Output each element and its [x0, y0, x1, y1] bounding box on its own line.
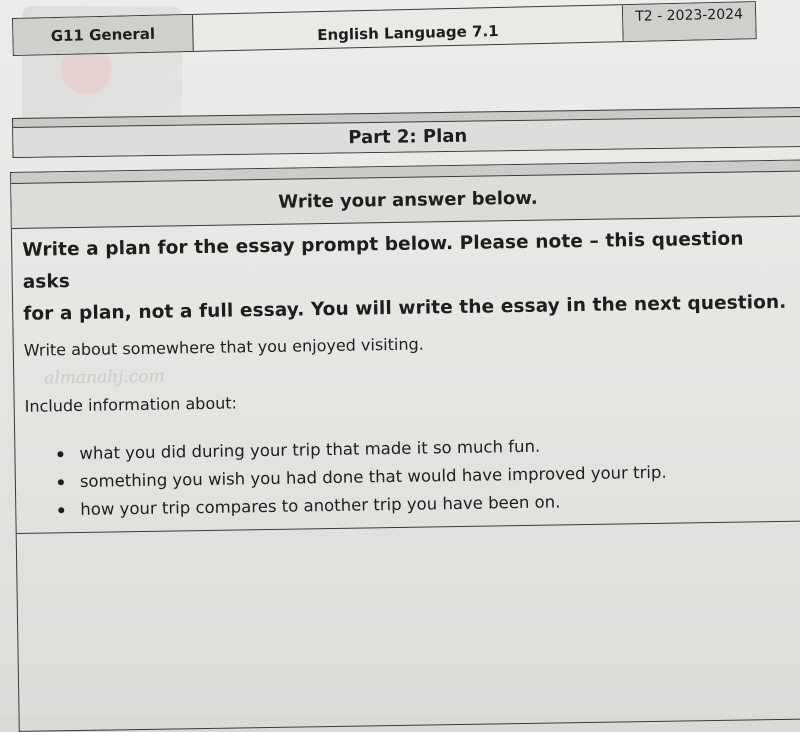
answer-box-header: [11, 161, 800, 229]
list-item: what you did during your trip that made it so much fun.: [57, 431, 666, 469]
bullet-list: [57, 431, 667, 525]
section-title: Part 2: Plan: [13, 116, 800, 157]
instruction-line-2: for a plan, not a full essay. You will write the essay in the next question.: [23, 291, 787, 325]
instruction-line-1: Write a plan for the essay prompt below. Please note – this question asks: [22, 228, 744, 293]
grade-level-label: G11 General: [13, 15, 194, 55]
essay-prompt: Write about somewhere that you enjoyed visiting.: [23, 334, 424, 360]
list-item: how your trip compares to another trip you have been on.: [58, 487, 667, 525]
include-label: Include information about:: [24, 393, 238, 416]
instruction-text: [22, 223, 793, 331]
list-item: something you wish you had done that would have improved your trip.: [58, 459, 667, 497]
answer-heading: Write your answer below.: [11, 171, 800, 229]
subject-label: English Language 7.1: [193, 5, 624, 51]
watermark-text: almanahj.com: [44, 366, 165, 389]
term-label: T2 - 2023-2024: [623, 2, 756, 41]
answer-box: [10, 160, 800, 732]
